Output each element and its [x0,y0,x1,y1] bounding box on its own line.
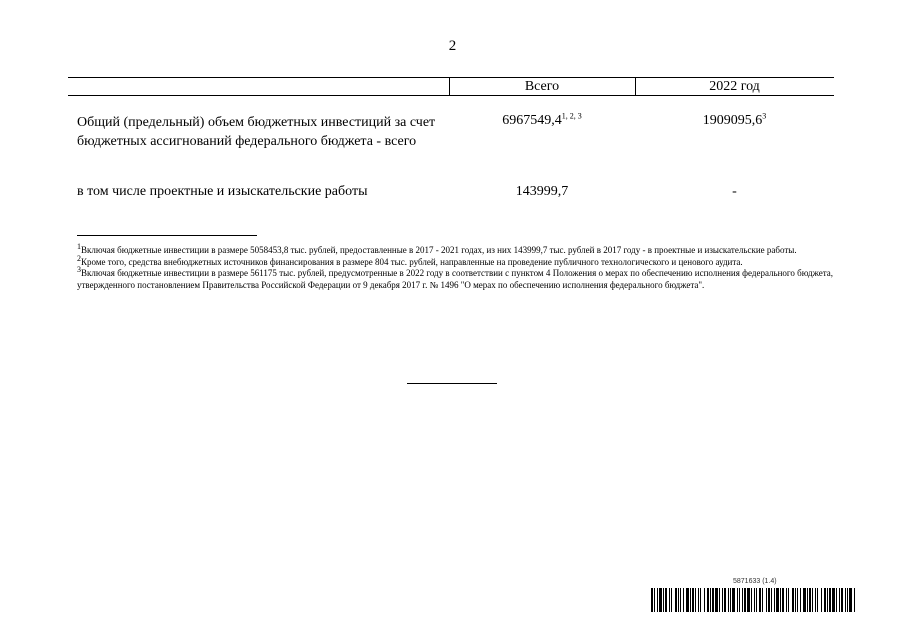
total-cell: 143999,7 [515,184,569,199]
footnote-text: Включая бюджетные инвестиции в размере 561175 тыс. рублей, предусмотренные в 2022 году в соответствии с пунктом 4 Положения о мерах по обеспечению исполнения федерального бюджета, утвержденного постановлением Правительства Российской Федерации от 9 декабря 2017 г. № 1496 "О мерах по обеспечению исполнения федерального бюджета". [77,268,833,290]
page-number: 2 [448,38,457,54]
row-label: Общий (предельный) объем бюджетных инвестиций за счет бюджетных ассигнований федерального бюджета - всего [77,115,436,149]
footnote [77,253,833,269]
year-2022-cell: - [732,184,737,199]
footnote [77,242,833,257]
barcode-code: 5871633 (1.4) [733,578,777,585]
end-of-document-rule [407,383,497,384]
footnote-mark: 3 [77,265,81,275]
column-header-total: Всего [524,79,560,94]
year-2022-cell [635,111,834,130]
footnote-mark: 1 [77,242,81,251]
total-cell [449,111,635,130]
total-value: 6967549,4 [502,113,562,128]
row-label: в том числе проектные и изыскательские работы [77,184,368,199]
footnote-text: Кроме того, средства внебюджетных источников финансирования в размере 804 тыс. рублей, направленные на проведение публичного технологического и ценового аудита. [81,256,743,267]
footnote-refs: 1, 2, 3 [561,111,582,121]
footnote-text: Включая бюджетные инвестиции в размере 5058453,8 тыс. рублей, предоставленные в 2017 - 2021 годах, из них 143999,7 тыс. рублей в 2017 году - в проектные и изыскательские работы. [81,245,797,255]
footnote-separator [77,235,257,236]
year-2022-value: 1909095,6 [702,113,763,128]
footnote [77,265,833,291]
table-header-bottom-rule [68,95,834,96]
footnotes [77,242,833,291]
footnote-refs: 3 [762,111,767,121]
footnote-mark: 2 [77,253,81,263]
table-top-rule [68,77,834,78]
column-header-2022: 2022 год [709,79,760,94]
barcode [651,588,856,612]
